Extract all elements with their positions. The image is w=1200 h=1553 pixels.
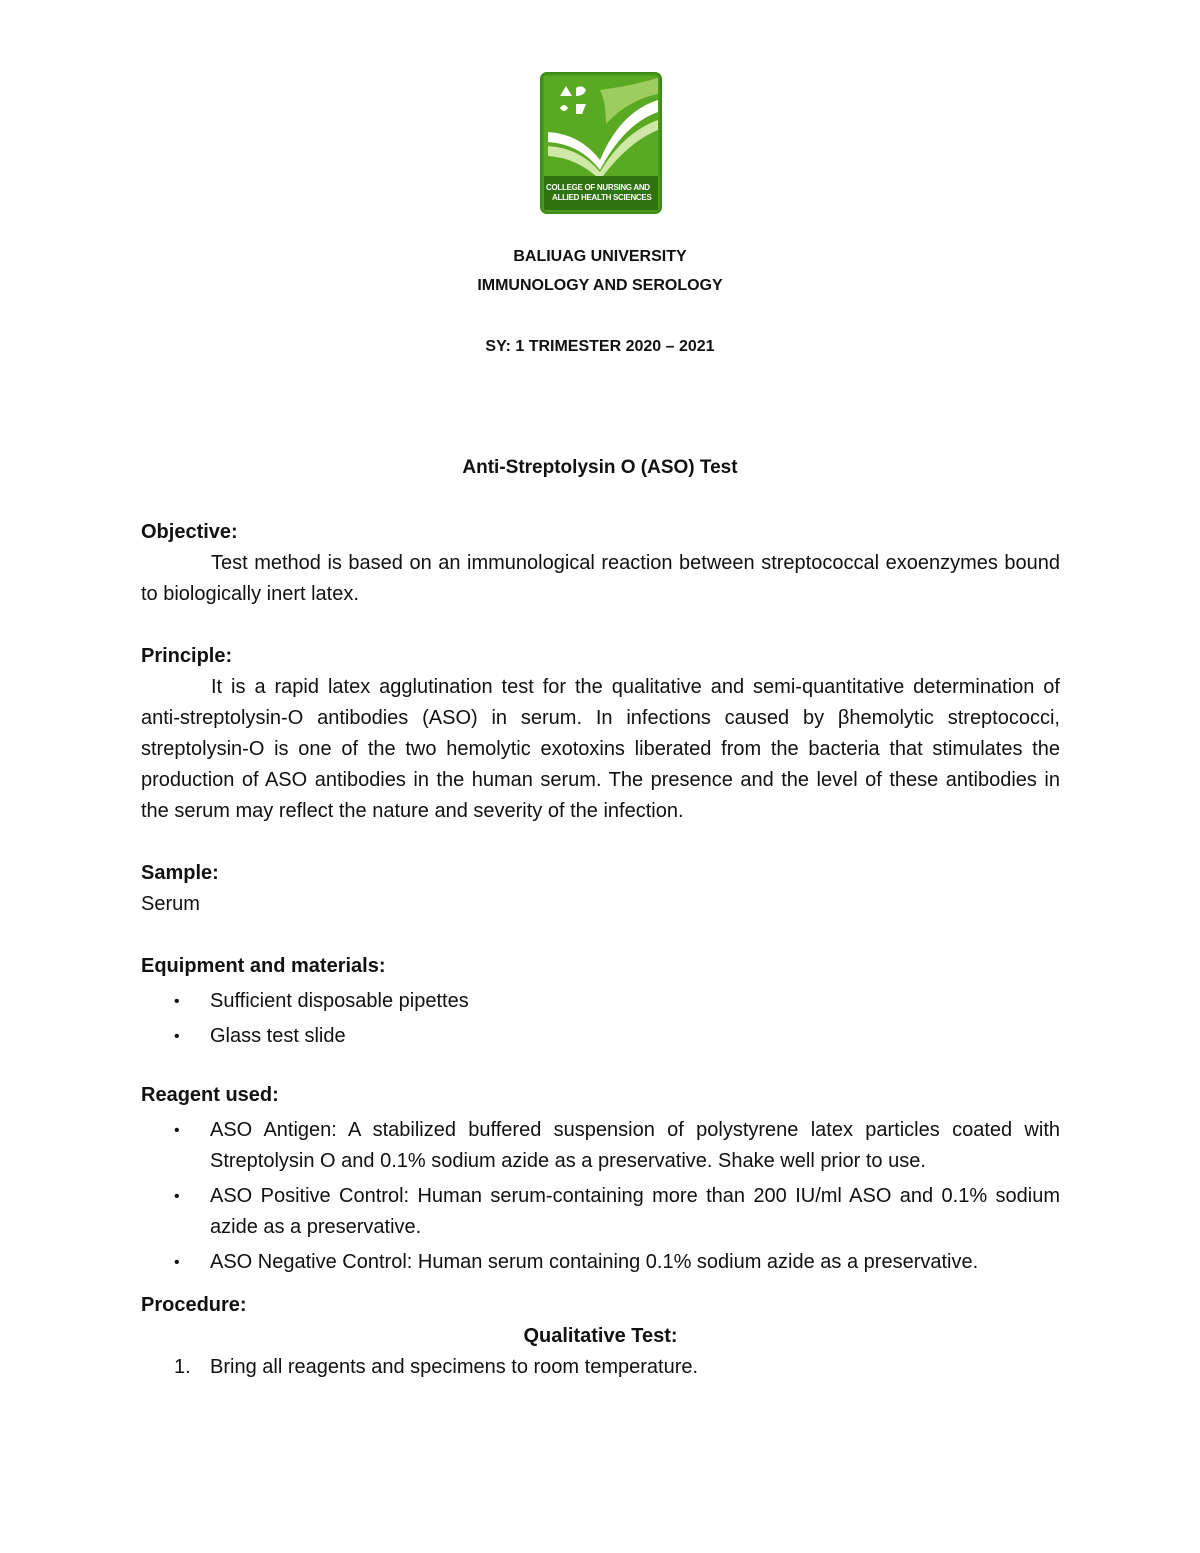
equipment-list <box>141 986 1060 1052</box>
bullet-icon: • <box>174 1028 180 1045</box>
procedure-heading: Procedure: <box>141 1294 247 1316</box>
list-item <box>141 1021 1060 1052</box>
sample-heading: Sample: <box>141 862 219 884</box>
list-item <box>141 1247 1060 1278</box>
reagent-item: ASO Antigen: A stabilized buffered suspension of polystyrene latex particles coated with Streptolysin O and 0.1% sodium azide as a preservative. Shake well prior to use. <box>210 1119 1060 1172</box>
reagents-list <box>141 1115 1060 1278</box>
reagents-heading: Reagent used: <box>141 1084 279 1106</box>
list-item <box>141 1115 1060 1177</box>
principle-heading: Principle: <box>141 645 233 667</box>
equipment-item: Glass test slide <box>210 1025 346 1047</box>
reagent-item: ASO Positive Control: Human serum-containing more than 200 IU/ml ASO and 0.1% sodium azide as a preservative. <box>210 1185 1060 1238</box>
bullet-icon: • <box>174 1254 180 1271</box>
logo-text-line2: ALLIED HEALTH SCIENCES <box>552 193 652 202</box>
objective-text: Test method is based on an immunological reaction between streptococcal exoenzymes bound to biologically inert latex. <box>141 552 1060 605</box>
bullet-icon: • <box>174 1122 180 1139</box>
procedure-subheading: Qualitative Test: <box>523 1325 678 1347</box>
objective-heading: Objective: <box>141 521 238 543</box>
bullet-icon: • <box>174 993 180 1010</box>
sample-text: Serum <box>141 893 200 915</box>
procedure-steps <box>141 1352 1060 1383</box>
equipment-item: Sufficient disposable pipettes <box>210 990 469 1012</box>
principle-text: It is a rapid latex agglutination test for the qualitative and semi-quantitative determination of anti-streptolysin-O antibodies (ASO) in serum. In infections caused by βhemolytic streptococci, streptolysin-O is one of the two hemolytic exotoxins liberated from the bacteria that stimulates the production of ASO antibodies in the human serum. The presence and the level of these antibodies in the serum may reflect the nature and severity of the infection. <box>141 676 1060 822</box>
list-item <box>141 1352 1060 1383</box>
document-body <box>141 517 1060 1383</box>
list-item <box>141 1181 1060 1243</box>
logo-text-line1: COLLEGE OF NURSING AND <box>546 183 650 192</box>
list-item <box>141 986 1060 1017</box>
university-name: BALIUAG UNIVERSITY <box>513 248 687 265</box>
school-year: SY: 1 TRIMESTER 2020 – 2021 <box>485 338 715 355</box>
document-title: Anti-Streptolysin O (ASO) Test <box>462 457 738 478</box>
step-number: 1. <box>174 1356 191 1378</box>
bullet-icon: • <box>174 1188 180 1205</box>
course-name: IMMUNOLOGY AND SEROLOGY <box>477 277 723 294</box>
equipment-heading: Equipment and materials: <box>141 955 386 977</box>
reagent-item: ASO Negative Control: Human serum containing 0.1% sodium azide as a preservative. <box>210 1251 979 1273</box>
step-text: Bring all reagents and specimens to room temperature. <box>210 1356 699 1378</box>
